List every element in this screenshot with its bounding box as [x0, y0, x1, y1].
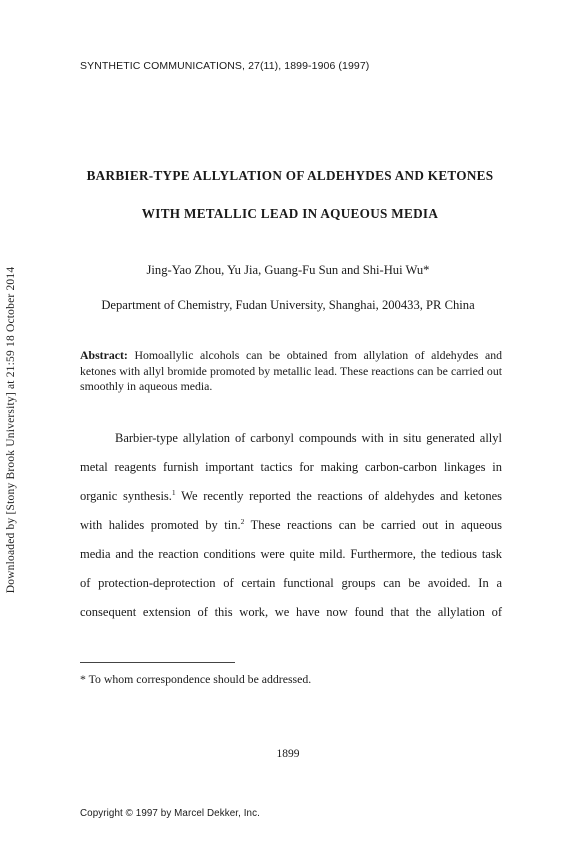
body-line-4: [80, 518, 502, 533]
journal-header: SYNTHETIC COMMUNICATIONS, 27(11), 1899-1906 (1997): [80, 60, 370, 72]
body-line-1: Barbier-type allylation of carbonyl compounds with in situ generated allyl: [115, 431, 502, 445]
body-line-3-end: We recently reported the reactions of aldehydes and ketones: [175, 489, 503, 503]
download-watermark: [4, 240, 18, 620]
body-line-6: of protection-deprotection of certain functional groups can be avoided. In a: [80, 576, 502, 590]
body-line-2: metal reagents furnish important tactics for making carbon-carbon linkages in: [80, 460, 502, 474]
footnote-divider: [80, 662, 235, 663]
abstract-label: Abstract:: [80, 348, 128, 362]
body-line-4-start: with halides promoted by tin.: [80, 518, 241, 532]
correspondence-footnote: * To whom correspondence should be addressed.: [80, 672, 312, 686]
paper-title-line-2: WITH METALLIC LEAD IN AQUEOUS MEDIA: [141, 206, 439, 221]
reference-1[interactable]: 1: [171, 488, 176, 497]
body-line-3-start: organic synthesis.: [80, 489, 172, 503]
paper-title-line-1: BARBIER-TYPE ALLYLATION OF ALDEHYDES AND KETONES: [86, 168, 494, 183]
body-line-5: media and the reaction conditions were quite mild. Furthermore, the tedious task: [80, 547, 502, 561]
download-watermark-text: Downloaded by [Stony Brook University] at 21:59 18 October 2014: [5, 266, 17, 594]
reference-2[interactable]: 2: [240, 517, 245, 526]
abstract: [80, 348, 502, 395]
author-list: Jing-Yao Zhou, Yu Jia, Guang-Fu Sun and Shi-Hui Wu*: [146, 263, 430, 277]
page-number: 1899: [276, 748, 300, 760]
body-line-3: [80, 489, 502, 504]
body-line-4-end: These reactions can be carried out in aqueous: [244, 518, 502, 532]
body-line-7: consequent extension of this work, we have now found that the allylation of: [80, 605, 502, 619]
affiliation: Department of Chemistry, Fudan University, Shanghai, 200433, PR China: [101, 298, 475, 312]
abstract-text: Homoallylic alcohols can be obtained from allylation of aldehydes and ketones with allyl bromide promoted by metallic lead. These reactions can be carried out smoothly in aqueous media.: [80, 348, 502, 393]
copyright-notice: Copyright © 1997 by Marcel Dekker, Inc.: [80, 808, 260, 819]
